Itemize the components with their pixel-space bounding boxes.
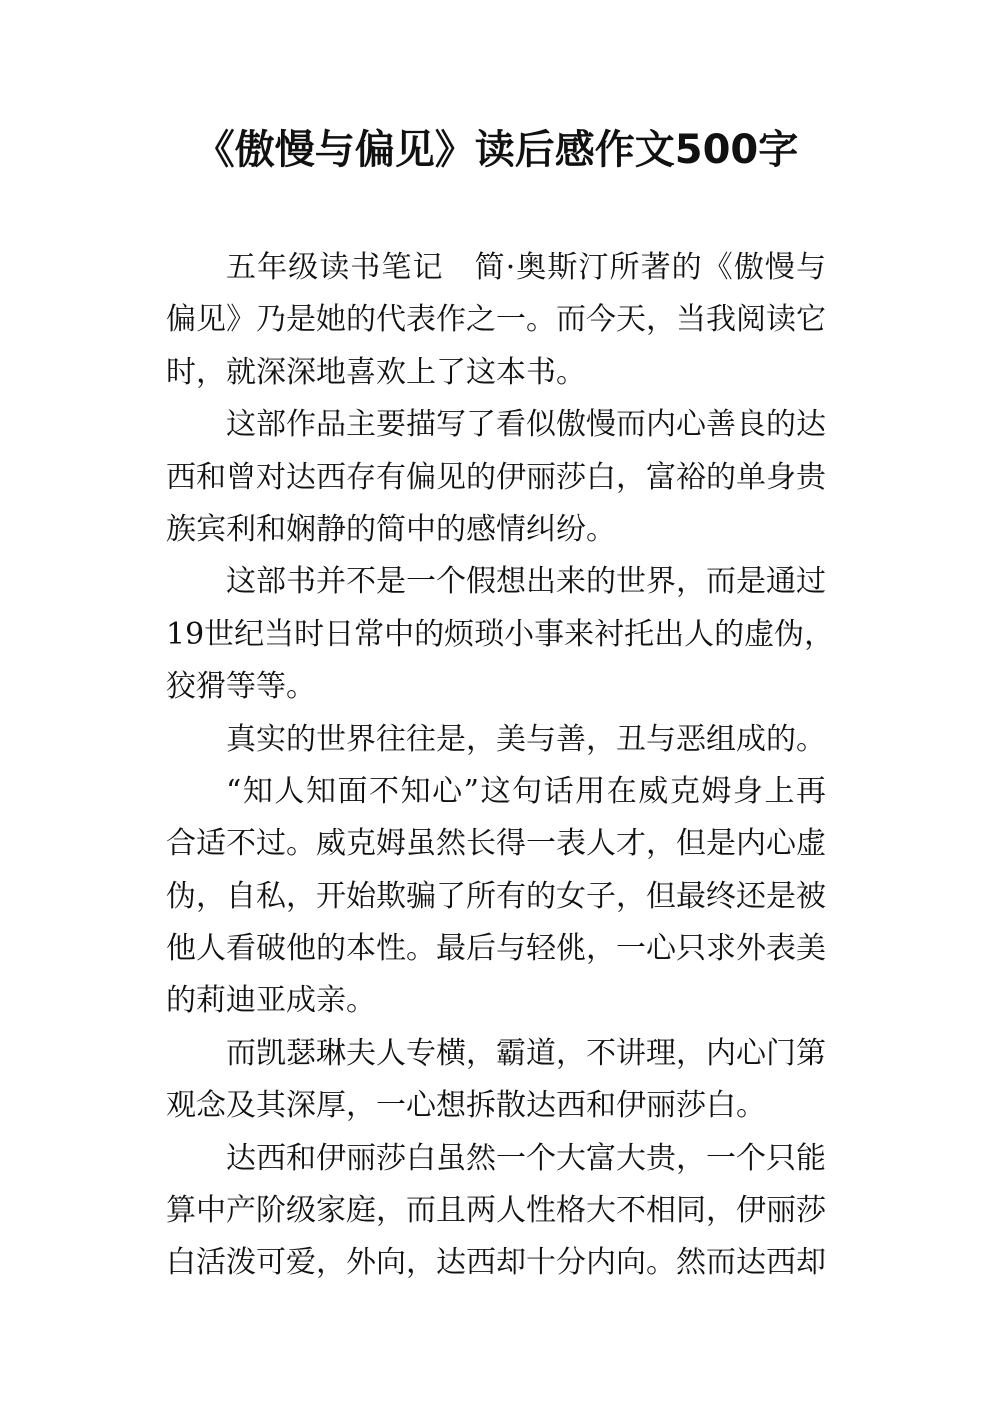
paragraph-line: 偏见》乃是她的代表作之一。而今天，当我阅读它: [166, 302, 826, 338]
paragraph-line: 时，就深深地喜欢上了这本书。: [166, 354, 586, 390]
paragraph-line: 西和曾对达西存有偏见的伊丽莎白，富裕的单身贵: [166, 459, 826, 495]
paragraph-line: 真实的世界往往是，美与善，丑与恶组成的。: [226, 721, 826, 757]
paragraph: [166, 1133, 826, 1290]
paragraph-line: 算中产阶级家庭，而且两人性格大不相同，伊丽莎: [166, 1193, 826, 1229]
paragraph-line: 这部作品主要描写了看似傲慢而内心善良的达: [226, 407, 826, 443]
paragraph-line: 这部书并不是一个假想出来的世界，而是通过: [226, 564, 826, 600]
paragraph-line: 伪，自私，开始欺骗了所有的女子，但最终还是被: [166, 878, 826, 914]
paragraph: [166, 399, 826, 556]
paragraph: [166, 766, 826, 1028]
paragraph-line: 的莉迪亚成亲。: [166, 983, 376, 1019]
paragraph-line: 观念及其深厚，一心想拆散达西和伊丽莎白。: [166, 1088, 766, 1124]
paragraph-line: 他人看破他的本性。最后与轻佻，一心只求外表美: [166, 931, 826, 967]
paragraph: [166, 556, 835, 713]
paragraph-line: 狡猾等等。: [166, 669, 316, 705]
paragraph: [166, 1028, 826, 1133]
paragraph-line: 白活泼可爱，外向，达西却十分内向。然而达西却: [166, 1245, 826, 1281]
document-title: 《傲慢与偏见》读后感作文500字: [194, 127, 799, 173]
document-body: [166, 242, 835, 1290]
paragraph-line: “知人知面不知心”这句话用在威克姆身上再: [226, 773, 826, 809]
paragraph-line: 19世纪当时日常中的烦琐小事来衬托出人的虚伪，: [166, 616, 835, 652]
paragraph: [166, 714, 826, 766]
paragraph-line: 达西和伊丽莎白虽然一个大富大贵，一个只能: [226, 1140, 826, 1176]
paragraph-line: 合适不过。威克姆虽然长得一表人才，但是内心虚: [166, 826, 826, 862]
paragraph-line: 五年级读书笔记 简·奥斯汀所著的《傲慢与: [226, 250, 826, 285]
paragraph: [166, 242, 826, 399]
paragraph-line: 族宾利和娴静的简中的感情纠纷。: [166, 511, 616, 547]
paragraph-line: 而凯瑟琳夫人专横，霸道，不讲理，内心门第: [226, 1035, 826, 1071]
